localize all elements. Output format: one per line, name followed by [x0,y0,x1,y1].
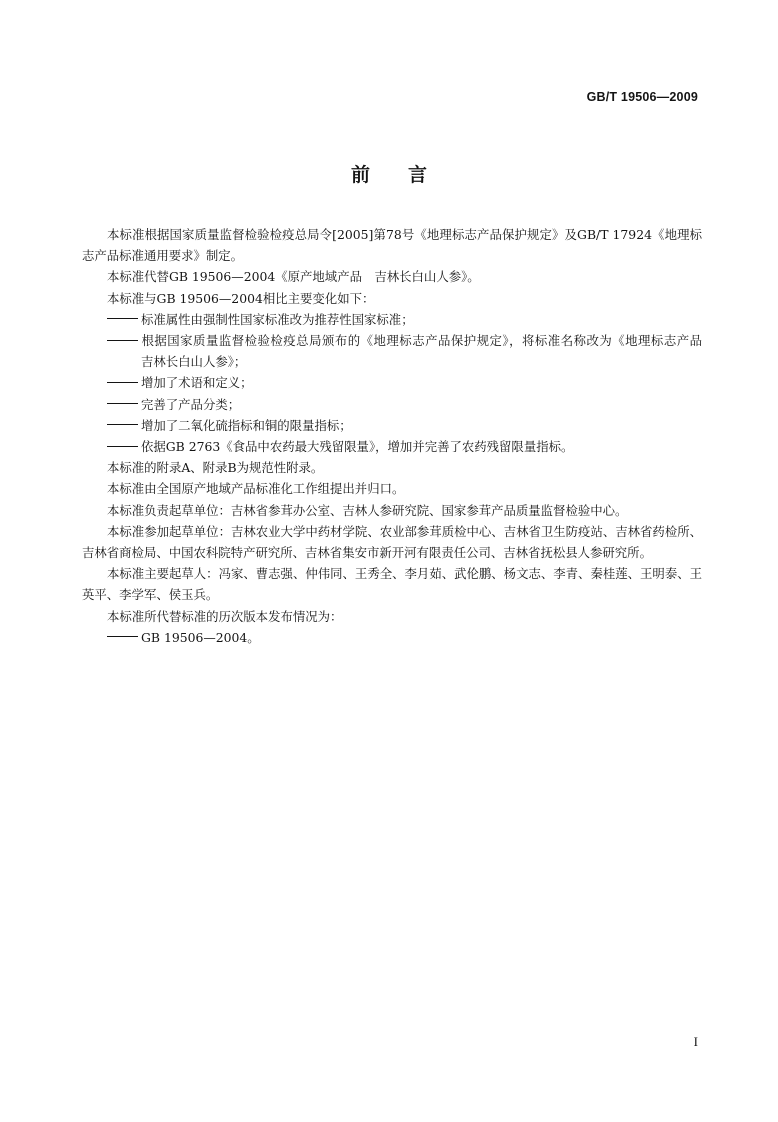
page-title [0,160,778,187]
title-char-2: 言 [408,164,428,186]
paragraph-history-intro: 本标准所代替标准的历次版本发布情况为： [107,608,343,624]
title-char-1: 前 [350,164,370,186]
change-item [82,436,702,457]
change-item-text: 依据GB 2763《食品中农药最大残留限量》，增加并完善了农药残留限量指标。 [141,439,574,455]
change-item [82,415,702,436]
dash-mark [107,436,141,457]
dash-mark [107,415,141,436]
dash-mark [107,394,141,415]
paragraph-participating-units: 本标准参加起草单位：吉林农业大学中药材学院、农业部参茸质检中心、吉林省卫生防疫站、吉林省药检所、吉林省商检局、中国农科院特产研究所、吉林省集安市新开河有限责任公司、吉林省抚松县人参研究所。 [82,523,702,561]
dash-mark [107,372,141,393]
paragraph-proposer: 本标准由全国原产地域产品标准化工作组提出并归口。 [107,481,405,497]
dash-mark [107,330,141,351]
change-item [82,394,702,415]
paragraph-annexes: 本标准的附录A、附录B为规范性附录。 [107,460,324,476]
history-item-text: GB 19506—2004。 [141,629,260,645]
paragraph-replaces: 本标准代替GB 19506—2004《原产地域产品 吉林长白山人参》。 [107,269,480,285]
change-item-text: 完善了产品分类； [141,396,241,412]
history-item [82,627,702,648]
change-item [82,330,715,372]
change-item-text: 增加了二氧化硫指标和铜的限量指标； [141,417,352,433]
dash-mark [107,309,141,330]
change-item-text: 增加了术语和定义； [141,375,253,391]
paragraph-changes-intro: 本标准与GB 19506—2004相比主要变化如下： [107,290,375,306]
standard-number: GB/T 19506—2009 [586,90,698,104]
change-item-text: 标准属性由强制性国家标准改为推荐性国家标准； [141,311,414,327]
change-item [82,309,702,330]
change-item [82,372,702,393]
change-item-text: 根据国家质量监督检验检疫总局颁布的《地理标志产品保护规定》，将标准名称改为《地理标志产品 吉林长白山人参》； [141,333,715,370]
paragraph-drafting-units: 本标准负责起草单位：吉林省参茸办公室、吉林人参研究院、国家参茸产品质量监督检验中心。 [107,502,628,518]
paragraph-drafters: 本标准主要起草人：冯家、曹志强、仲伟同、王秀全、李月茹、武伦鹏、杨文志、李青、秦桂莲、王明泰、王英平、李学军、侯玉兵。 [82,566,702,603]
foreword-body [82,224,715,648]
dash-mark [107,627,141,648]
page-number: I [693,1034,698,1049]
paragraph-basis: 本标准根据国家质量监督检验检疫总局令[2005]第78号《地理标志产品保护规定》及GB/T 17924《地理标志产品标准通用要求》制定。 [82,227,702,264]
